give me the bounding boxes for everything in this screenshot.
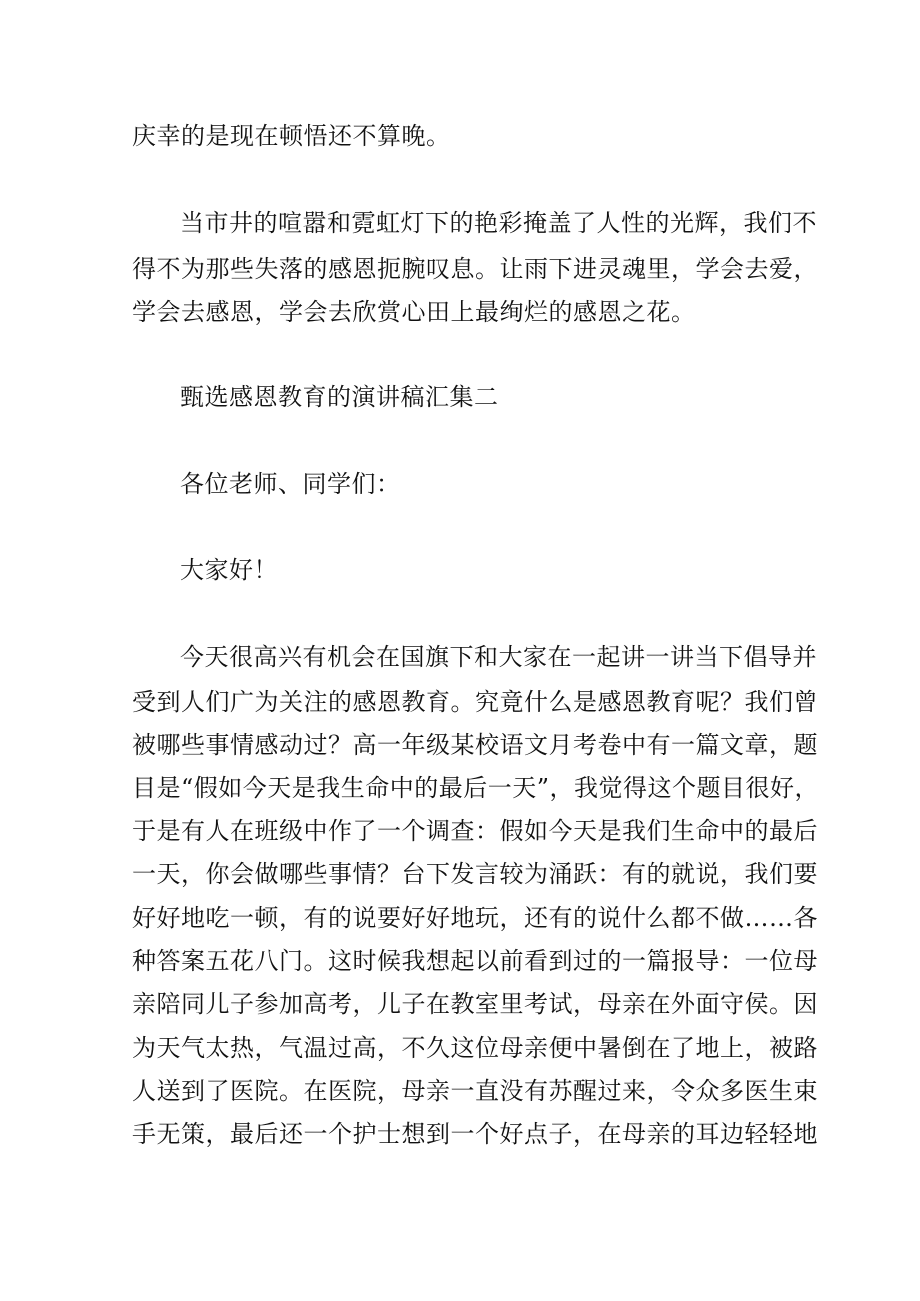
text-line: 为天气太热，气温过高，不久这位母亲便中暑倒在了地上，被路	[132, 1034, 818, 1062]
text-line: 手无策，最后还一个护士想到一个好点子，在母亲的耳边轻轻地	[132, 1120, 818, 1148]
text-line: 亲陪同儿子参加高考，儿子在教室里考试，母亲在外面守侯。因	[132, 990, 818, 1018]
text-line: 种答案五花八门。这时候我想起以前看到过的一篇报导：一位母	[132, 947, 818, 975]
text-line: 人送到了医院。在医院，母亲一直没有苏醒过来，令众多医生束	[132, 1077, 818, 1105]
text-line: 目是“假如今天是我生命中的最后一天”，我觉得这个题目很好，	[132, 774, 820, 802]
text-line: 受到人们广为关注的感恩教育。究竟什么是感恩教育呢？我们曾	[132, 688, 818, 716]
text-line: 今天很高兴有机会在国旗下和大家在一起讲一讲当下倡导并	[180, 643, 817, 671]
text-line: 得不为那些失落的感恩扼腕叹息。让雨下进灵魂里，学会去爱，	[132, 255, 818, 283]
text-line: 当市井的喧嚣和霓虹灯下的艳彩掩盖了人性的光辉，我们不	[180, 209, 817, 237]
salutation: 各位老师、同学们：	[180, 470, 401, 498]
text-line: 学会去感恩，学会去欣赏心田上最绚烂的感恩之花。	[132, 298, 696, 326]
text-line: 于是有人在班级中作了一个调查：假如今天是我们生命中的最后	[132, 817, 818, 845]
text-line: 被哪些事情感动过？高一年级某校语文月考卷中有一篇文章，题	[132, 731, 818, 759]
text-line: 好好地吃一顿，有的说要好好地玩，还有的说什么都不做……各	[132, 904, 818, 932]
section-heading: 甄选感恩教育的演讲稿汇集二	[180, 383, 499, 411]
text-line: 一天，你会做哪些事情？台下发言较为涌跃：有的就说，我们要	[132, 860, 818, 888]
text-line: 庆幸的是现在顿悟还不算晚。	[132, 122, 451, 150]
greeting: 大家好！	[180, 556, 278, 584]
